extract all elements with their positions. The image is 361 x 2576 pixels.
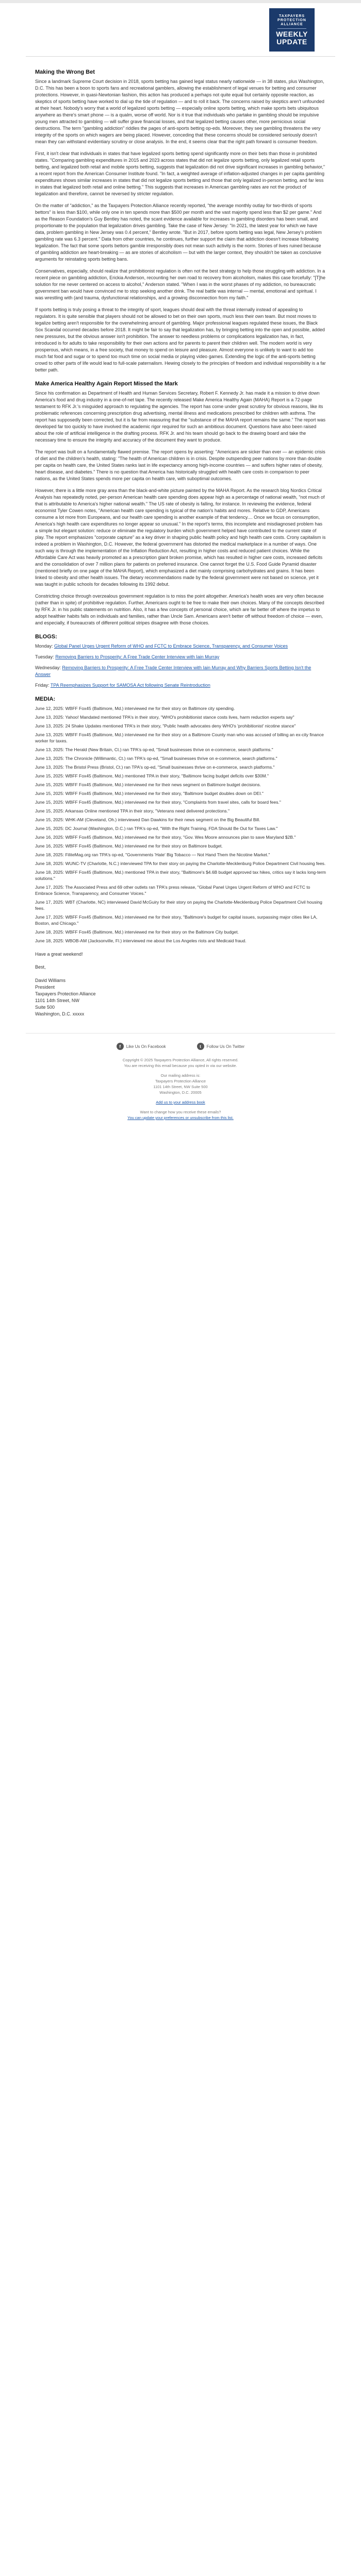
- top-bar: [0, 0, 361, 3]
- media-item: June 15, 2025: WBFF Fox45 (Baltimore, Md.) mentioned TPA in their story, "Baltimore facing budget deficits over $30M.": [35, 773, 269, 778]
- logo-line-2: PROTECTION ALLIANCE: [277, 18, 306, 26]
- media-item: June 18, 2025: WBOB-AM (Jacksonville, Fl.) interviewed me about the Los Angeles riots and Medicaid fraud.: [35, 938, 247, 943]
- mailing-address-street: 1101 14th Street, NW Suite 500: [153, 1084, 208, 1089]
- address-line-1: 1101 14th Street, NW: [35, 998, 79, 1003]
- media-item: June 12, 2025: WBFF Fox45 (Baltimore, Md.) interviewed me for their story on Baltimore city spending.: [35, 706, 235, 711]
- paragraph: Conservatives, especially, should realize that prohibitionist regulation is often not the best strategy to help those struggling with addiction. In a recent piece on gambling addiction, Erickia Anderson, recounting her own road to recovery from alcoholism, makes this case forcefully: "[T]he solution for me never centered on access to alcohol," Anderson stated. "When I was in the worst phases of my addiction, no bureaucratic government ban would have convinced me to stop seeking another drink. The real battle was internal — mental, emotional and spiritual. I was wrestling with (and trauma, dysfunctional relationships, and a growing disconnection from my faith.": [35, 268, 325, 300]
- signer-org: Taxpayers Protection Alliance: [35, 991, 96, 996]
- section-heading-maha-report: Make America Healthy Again Report Missed the Mark: [35, 381, 178, 387]
- email-footer: [26, 1057, 335, 1131]
- mailing-address-org: Taxpayers Protection Alliance: [155, 1079, 206, 1083]
- blog-day: Tuesday:: [35, 654, 56, 659]
- media-item: June 13, 2025: Yahoo! Mandated mentioned TPA's in their story, "WHO's prohibitionist stance costs lives, harm reduction experts say": [35, 715, 294, 720]
- media-item: June 17, 2025: The Associated Press and 69 other outlets ran TPA's press release, "Global Panel Urges Urgent Reform of WHO and FCTC to Embrace Science, Transparency, and Consumer Voices.": [35, 885, 310, 896]
- paragraph: However, there is a little more gray area than the black-and-white picture painted by the MAHA Report. As the research blog Nordics Critical Analysis has repeatedly noted, per-person American health care spending does appear high as a percentage of national wealth, "not much of that is attributable to America's higher national wealth." The US rate of obesity is falling, for instance. In reviewing the evidence, federal economist Tyler Cowen notes, "American health care spending is typical of the nation's habits and mores. Relative to GDP, Americans consume a lot more from Europeans, and our health care spending is another example of that tendency.... Once we focus on consumption, America's high health care expenditures no longer appear so unusual." In the report's terms, this incomplete and misdiagnosed problem has a simple but elegant solution: reduce or eliminate the regulatory burden which government helped have contributed to the current state of play. The report emphasizes "corporate capture" as a key driver in shaping public health policy and high health care costs. Crony capitalism is indeed a problem in Washington, D.C. However, the federal government has distorted the medical marketplace in a number of ways. One such way is through the implementation of the Inflation Reduction Act, resulting in higher costs and reduced patient choices. While the Affordable Care Act was heavily promoted as a prescription giant broken promise, which has resulted in higher care costs, increased deficits and the consolidation of over 7 million plans for patients on preferred insurance. One cannot forget the U.S. Food Guide Pyramid disaster (mentioned briefly on one page of the MAHA Report), which emphasized a diet mainly comprising carbohydrates and grains. It has been linked to obesity and other health issues. The dietary recommendations made by the federal government were not based on science, yet it was taught in public schools for decades following its 1992 debut.: [35, 488, 326, 587]
- paragraph: Since a landmark Supreme Court decision in 2018, sports betting has gained legal status nearly nationwide — in 38 states, plus Washington, D.C. This has been a boon to sports fans and recreational gamblers, allowing the establishment of legal venues for betting and consumer protections. However, in quasi-Newtonian fashion, this action has produced a perhaps not quite equal but certainly opposite reaction, as skeptics of sports betting have worked to dial up the tide of regulation — and to roll it back. The concerns raised by skeptics aren't unfounded at their heart. Nobody's worry that a world of legalized sports betting — especially online sports betting, which make sports bets ubiquitous anywhere as there's smart phone — is a qualm, worse off world. Nor is it true that individuals who partake in gambling should be impulsive young men attracted to gambling — will suffer grave financial losses, and that legalized betting causes other, more pernicious social destructions. The term "gambling addiction" riddles the pages of anti-sports betting op-eds. Moreover, they see gambling threatens the very integrity of the sports on which wagers are being placed. However, conceding that these concerns should be considered seriously doesn't mean they can withstand evidentiary scrutiny or close analysis. In the end, it seems clear that the right path forward is consumer freedom.: [35, 79, 324, 144]
- signoff: Best,: [35, 964, 46, 970]
- social-links: [26, 1033, 335, 1050]
- twitter-icon: t: [197, 1043, 204, 1050]
- media-item: June 13, 2025: The Herald (New Britain, Ct.) ran TPA's op-ed, "Small businesses thrive on e-commerce, search platforms.": [35, 747, 273, 752]
- media-item: June 15, 2025: WBFF Fox45 (Baltimore, Md.) interviewed me for their news segment on Baltimore budget decisions.: [35, 782, 261, 787]
- logo-line-3: WEEKLY: [276, 29, 308, 38]
- preferences-prompt: Want to change how you receive these emails?: [140, 1110, 221, 1114]
- logo-line-4: UPDATE: [276, 37, 307, 46]
- blogs-heading: BLOGS:: [35, 634, 57, 640]
- email-container: [26, 5, 335, 1131]
- blog-item: [35, 665, 326, 678]
- opt-in-notice: You are receiving this email because you opted in via our website.: [124, 1063, 237, 1068]
- weekly-update-logo: [269, 8, 315, 52]
- media-list: [35, 705, 326, 944]
- blog-day: Monday:: [35, 643, 55, 649]
- signer-title: President: [35, 985, 55, 990]
- address-line-3: Washington, D.C. xxxxx: [35, 1011, 85, 1016]
- copyright: Copyright © 2025 Taxpayers Protection Alliance, All rights reserved.: [122, 1058, 239, 1062]
- blog-day: Wednesday:: [35, 665, 62, 670]
- facebook-link[interactable]: [117, 1043, 166, 1050]
- header-divider: [26, 56, 335, 57]
- media-item: June 13, 2025: The Bristol Press (Bristol, Ct.) ran TPA's op-ed, "Small businesses thrive on e-commerce, search platforms.": [35, 765, 275, 770]
- paragraph: If sports betting is truly posing a threat to the integrity of sport, leagues should deal with the threat internally instead of appealing to regulators. It is quite sensible that players should not be allowed to bet on their own sports, much less their own team. But most moves to legalize betting aren't responsible for the overwhelming amount of gambling. Major professional leagues regulated these issues, the Black Sox Scandal occurred decades before 2018. It might be fair to say that legalization has, by bringing betting into the open and possible, added new pressures, but the obvious answer isn't prohibition. The answer to needless problems or complications legalization has, in fact, introduced is for adults to take responsibility for their own actions and for parents to parent their children well. The modern world is very prosperous, which means, in a free society, that money to spend on leisure and pleasure. Almost everyone is unlikely to want to add too much fat food and sugar or to spend too much time on social media or playing video games. Extending the logic of the anti-sports betting crowd to other parts of life would lead to full-scale paternalism. Hewing closely to the principles of freedom and individual responsibility is a far better path.: [35, 307, 326, 372]
- paragraph: First, it isn't clear that individuals in states that have legalized sports betting spend significantly more on their bets than those in prohibited states. "Comparing gambling expenditures in 2015 and 2023 across states that did not legalize sports betting, only legalized retail sports betting, and legalized both retail and mobile sports betting, suggests that legalization did not drive significant increases in gambling behavior," a recent report from the American Consumer Institute found. "In fact, a weighted average of inflation-adjusted changes in per capita gambling expenditures shows similar increases in states that did not legalize sports betting and those that only legalized in-person betting, and far less in states that legalized both retail and online betting." This suggests that increases in American gambling rates are not the product of legalization and therefore, cannot be reversed by stricter regulation.: [35, 151, 325, 196]
- blog-day: Friday:: [35, 683, 51, 688]
- media-item: June 15, 2025: Arkansas Online mentioned TPA in their story, "Veterans need delivered protections.": [35, 808, 229, 814]
- mailing-address-city: Washington, D.C. 20005: [159, 1090, 202, 1095]
- blog-item: [35, 643, 326, 650]
- media-item: June 18, 2025: WBFF Fox45 (Baltimore, Md.) interviewed me for their story on the Baltimore City budget.: [35, 929, 239, 935]
- logo-line-1: TAXPAYERS: [278, 14, 305, 18]
- facebook-label: Like Us On Facebook: [126, 1044, 166, 1049]
- blog-link[interactable]: TPA Reemphasizes Support for SAMOSA Act following Senate Reintroduction: [50, 683, 210, 688]
- twitter-link[interactable]: [197, 1043, 245, 1050]
- blog-link[interactable]: Removing Barriers to Prosperity: A Free Trade Center Interview with Iain Murray: [55, 654, 220, 659]
- section-heading-sports-betting: Making the Wrong Bet: [35, 69, 95, 75]
- paragraph: Constricting choice through overzealous government regulation is to miss the point altogether. America's health woes are very often because (rather than in spite) of prohibitive regulation. Further, Americans ought to be free to make their own choices. Many of the concepts described by RFK Jr. in his public statements on nutrition. Also, it has a few concepts of personal choice, which are far better off where the impetus to adopt healthier habits falls on individuals and families, rather than Uncle Sam. Americans aren't better off without freedom of choice — even, and especially, if bureaucrats of different political stripes disagree with those choices.: [35, 594, 324, 625]
- blog-item: [35, 654, 326, 660]
- paragraph: The report was built on a fundamentally flawed premise. The report opens by asserting: "Americans are sicker than ever — an epidemic crisis of diet and the children's health, stating: "The health of American children is in crisis. Despite outspending peer nations by more than double per capita on health care, the United States ranks last in life expectancy among high-income countries — and suffers higher rates of obesity, heart disease, and diabetes." There is no question that America has historically struggled with health care costs in comparison to peer nations, as the United States spends more per capita on health care, with suboptimal outcomes.: [35, 449, 325, 481]
- media-item: June 13, 2025: The Chronicle (Willimantic, Ct.) ran TPA's op-ed, "Small businesses thrive on e-commerce, search platforms.": [35, 756, 277, 761]
- media-item: June 17, 2025: WBFF Fox45 (Baltimore, Md.) interviewed me for their story, "Baltimore's budget for capital issues, surpassing major cities like LA, Boston, and Chicago.": [35, 914, 318, 926]
- twitter-label: Follow Us On Twitter: [206, 1044, 245, 1049]
- media-item: June 18, 2025: WUNC-TV (Charlotte, N.C.) interviewed TPA for their story on paying the Charlotte-Mecklenburg Police Department Civil housing fees.: [35, 861, 326, 866]
- logo-divider: [277, 28, 306, 29]
- mailing-address-label: Our mailing address is:: [160, 1073, 201, 1078]
- media-item: June 17, 2025: WBT (Charlotte, NC) interviewed David McGuiry for their story on paying the Charlotte-Mecklenburg Police Department Civil housing fees.: [35, 900, 322, 911]
- paragraph: Since his confirmation as Department of Health and Human Services Secretary, Robert F. Kennedy Jr. has made it a mission to drive down America's food and drug industry in a one-of-net tape. The recently released Make America Healthy Again (MAHA) Report is a 72-page testament to RFK Jr.'s misguided approach to regulating the agencies. The report has come under great scrutiny for obvious reasons, like its problematic references concerning prescription drug advertising, mental illness and medications prescribed for children with asthma. The report has supposedly been corrected, but it is far from reassuring that the "substance of the MAHA report remains the same." The report was developed far too quickly to have involved the academic rigor required for such an ambitious document. Questions have also been raised about the role of artificial intelligence in the drafting process. RFK Jr. and his team should go back to the drawing board and take the necessary time to ensure the integrity and accuracy of the document they want to produce.: [35, 391, 326, 443]
- media-heading: MEDIA:: [35, 696, 56, 702]
- media-item: June 16, 2025: WBFF Fox45 (Baltimore, Md.) interviewed me for their story on Baltimore budget.: [35, 843, 223, 849]
- facebook-icon: f: [117, 1043, 124, 1050]
- media-item: June 15, 2025: DC Journal (Washington, D.C.) ran TPA's op-ed, "With the Right Training, FDA Should Be Out for Taxes Law.": [35, 826, 278, 831]
- media-item: June 18, 2025: WBFF Fox45 (Baltimore, Md.) mentioned TPA in their story, "Baltimore's $4.6B budget approved tax hikes, critics say it lacks long-term solutions.": [35, 870, 326, 881]
- email-header: [26, 5, 335, 57]
- media-item: June 13, 2025: 24 Shake Updates mentioned TPA's in their story, "Public health advocates deny WHO's 'prohibitionist' nicotine stance": [35, 723, 296, 728]
- blog-link[interactable]: Removing Barriers to Prosperity: A Free Trade Center Interview with Iain Murray and Why Barriers Sports Betting Isn't the Answer: [35, 665, 311, 677]
- blog-link[interactable]: Global Panel Urges Urgent Reform of WHO and FCTC to Embrace Science, Transparency, and Consumer Voices: [54, 643, 288, 649]
- media-item: June 15, 2025: WBFF Fox45 (Baltimore, Md.) interviewed me for their story, "Complaints from travel sites, calls for board fees.": [35, 800, 281, 805]
- paragraph: On the matter of "addiction," as the Taxpayers Protection Alliance recently reported, "the average monthly outlay for two-thirds of sports bettors" is less than $100, while only one in ten spends more than $500 per month and the vast majority spend less than $2 per game." And as the Reason Foundation's Guy Bentley has noted, the scant evidence available for increases in gambling disorders has been small, and proportionate to the population that legalization drives gambling. Take the case of New Jersey: "In 2021, the latest year for which we have data, problem gambling in New Jersey was 0.4 percent," Bentley wrote. "But in 2017, before sports betting was legal, New Jersey's problem gambling rate was 6.3 percent." Data from other countries, he continues, further support the claim that addiction doesn't increase following legalization. The fact that some sports bettors gamble irresponsibly does not mean such activity is the norm. Stories of lives ruined because of gambling addiction are heart-breaking — as are stories of alcoholism — but with the larger context, they shouldn't be taken as conclusive arguments for reinstating sports betting bans.: [35, 203, 322, 262]
- address-line-2: Suite 500: [35, 1005, 55, 1010]
- closing-greeting: Have a great weekend!: [35, 952, 83, 957]
- media-item: June 16, 2025: WBFF Fox45 (Baltimore, Md.) interviewed me for their story, "Gov. Wes Moore announces plan to save Maryland $2B.": [35, 835, 296, 840]
- media-item: June 15, 2025: WBFF Fox45 (Baltimore, Md.) interviewed me for their story, "Baltimore budget doubles down on DEI.": [35, 791, 264, 796]
- media-item: June 13, 2025: WBFF Fox45 (Baltimore, Md.) interviewed me for their story on a Baltimore County man who was accused of billing an ex-city finance worker for taxes.: [35, 732, 324, 743]
- unsubscribe-link[interactable]: You can update your preferences or unsubscribe from this list.: [127, 1115, 234, 1120]
- blog-item: [35, 682, 326, 689]
- signer-name: David Williams: [35, 978, 66, 983]
- add-to-address-book-link[interactable]: Add us to your address book: [156, 1100, 205, 1105]
- signature-block: [35, 964, 326, 1018]
- email-body: [26, 57, 335, 1018]
- media-item: June 15, 2025: WHK-AM (Cleveland, Oh.) interviewed Dan Dawkins for their news segment on the Big Beautiful Bill.: [35, 817, 260, 822]
- media-item: June 18, 2025: FiliteMag.org ran TPA's op-ed, "Governments 'Hate' Big Tobacco — Not Hand Them the Nicotine Market.": [35, 852, 270, 857]
